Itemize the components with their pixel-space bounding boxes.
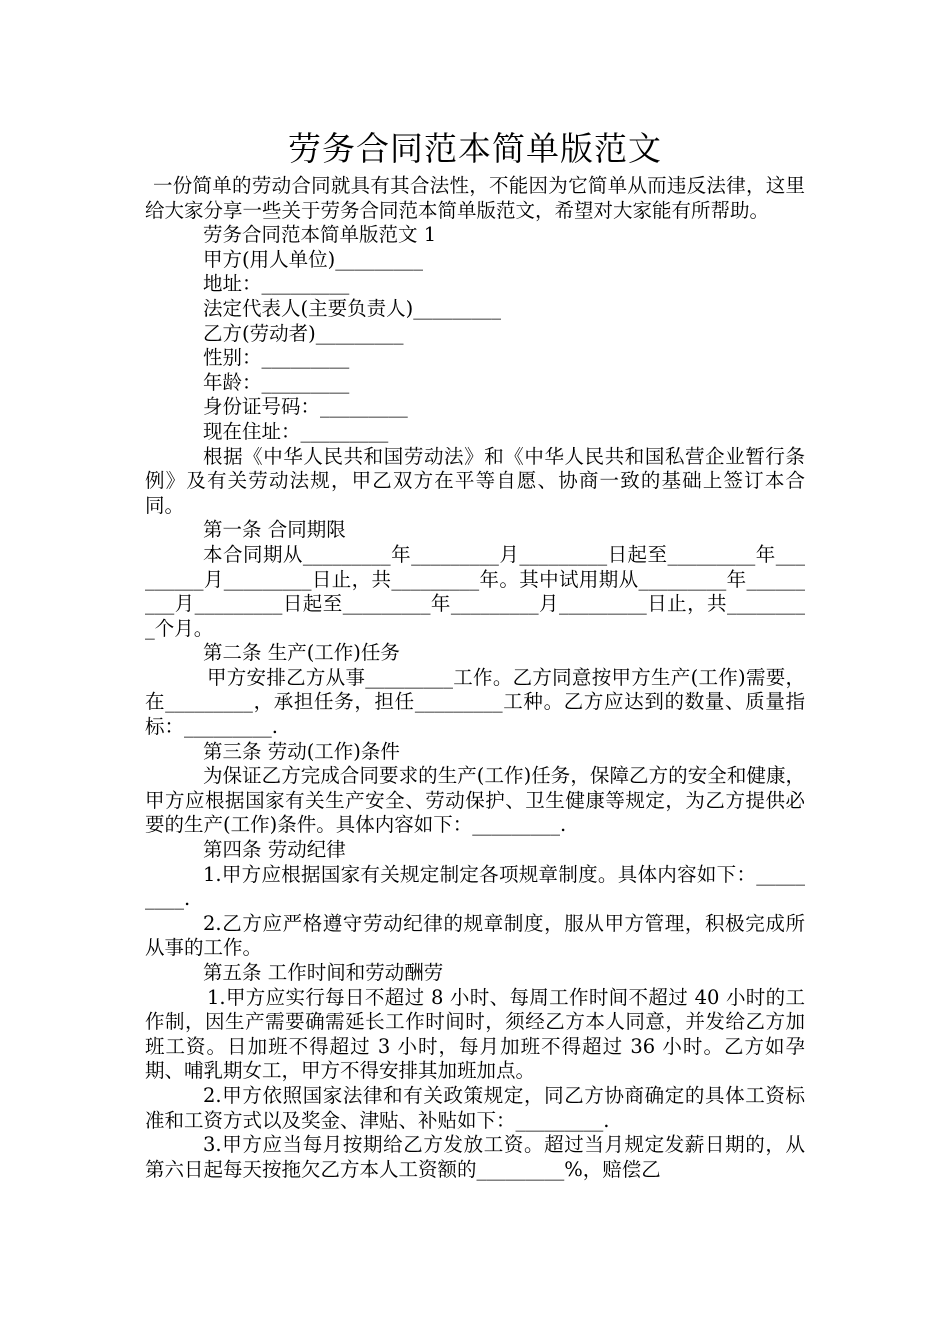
field-address: 地址：_________ xyxy=(203,272,350,296)
article-5-title: 第五条 工作时间和劳动酬劳 xyxy=(203,961,444,984)
article-4-item-2: 2.乙方应严格遵守劳动纪律的规章制度，服从甲方管理，积极完成所从事的工作。 xyxy=(145,911,805,960)
field-legal-representative: 法定代表人(主要负责人)_________ xyxy=(203,296,501,320)
field-id-number: 身份证号码：_________ xyxy=(203,395,408,419)
article-1-title: 第一条 合同期限 xyxy=(203,518,346,542)
document-title: 劳务合同范本简单版范文 xyxy=(288,129,662,168)
article-3-title: 第三条 劳动(工作)条件 xyxy=(203,739,400,763)
field-current-address: 现在住址：_________ xyxy=(203,419,389,443)
field-gender: 性别：_________ xyxy=(203,346,350,370)
article-5-item-3: 3.甲方应当每月按期给乙方发放工资。超过当月规定发薪日期的，从第六日起每天按拖欠乙方本人工资额的_________%，赔偿乙 xyxy=(145,1133,805,1181)
section-title: 劳务合同范本简单版范文 1 xyxy=(203,223,437,247)
field-employer: 甲方(用人单位)_________ xyxy=(203,247,423,271)
article-2-title: 第二条 生产(工作)任务 xyxy=(203,641,400,665)
field-age: 年龄：_________ xyxy=(203,370,350,394)
document-body xyxy=(145,174,805,1182)
article-5-item-2: 2.甲方依照国家法律和有关政策规定，同乙方协商确定的具体工资标准和工资方式以及奖金、津贴、补贴如下：_________. xyxy=(145,1083,805,1132)
intro-paragraph: 一份简单的劳动合同就具有其合法性，不能因为它简单从而违反法律，这里给大家分享一些关于劳务合同范本简单版范文，希望对大家能有所帮助。 xyxy=(145,174,805,222)
article-1-text: 本合同期从_________年_________月_________日起至_________年_________月_________日止，共_________年。其中试用期从_________年_________月_________日起至_________年_________月_________日止，共_________个月。 xyxy=(145,542,805,640)
field-employee: 乙方(劳动者)_________ xyxy=(203,321,404,345)
article-4-item-1: 1.甲方应根据国家有关规定制定各项规章制度。具体内容如下：_________. xyxy=(145,862,805,911)
article-5-item-1: 1.甲方应实行每日不超过 8 小时、每周工作时间不超过 40 小时的工作制，因生产需要确需延长工作时间时，须经乙方本人同意，并发给乙方加班工资。日加班不得超过 3 小时，每月加班不得超过 36 小时。乙方如孕期、哺乳期女工，甲方不得安排其加班加点。 xyxy=(145,985,805,1083)
article-3-text: 为保证乙方完成合同要求的生产(工作)任务，保障乙方的安全和健康，甲方应根据国家有关生产安全、劳动保护、卫生健康等规定，为乙方提供必要的生产(工作)条件。具体内容如下：_________. xyxy=(145,764,805,837)
article-2-text: 甲方安排乙方从事_________工作。乙方同意按甲方生产(工作)需要，在_________，承担任务，担任_________工种。乙方应达到的数量、质量指标：_________. xyxy=(145,665,805,739)
article-4-title: 第四条 劳动纪律 xyxy=(203,838,346,862)
basis-paragraph: 根据《中华人民共和国劳动法》和《中华人民共和国私营企业暂行条例》及有关劳动法规，甲乙双方在平等自愿、协商一致的基础上签订本合同。 xyxy=(145,444,805,517)
